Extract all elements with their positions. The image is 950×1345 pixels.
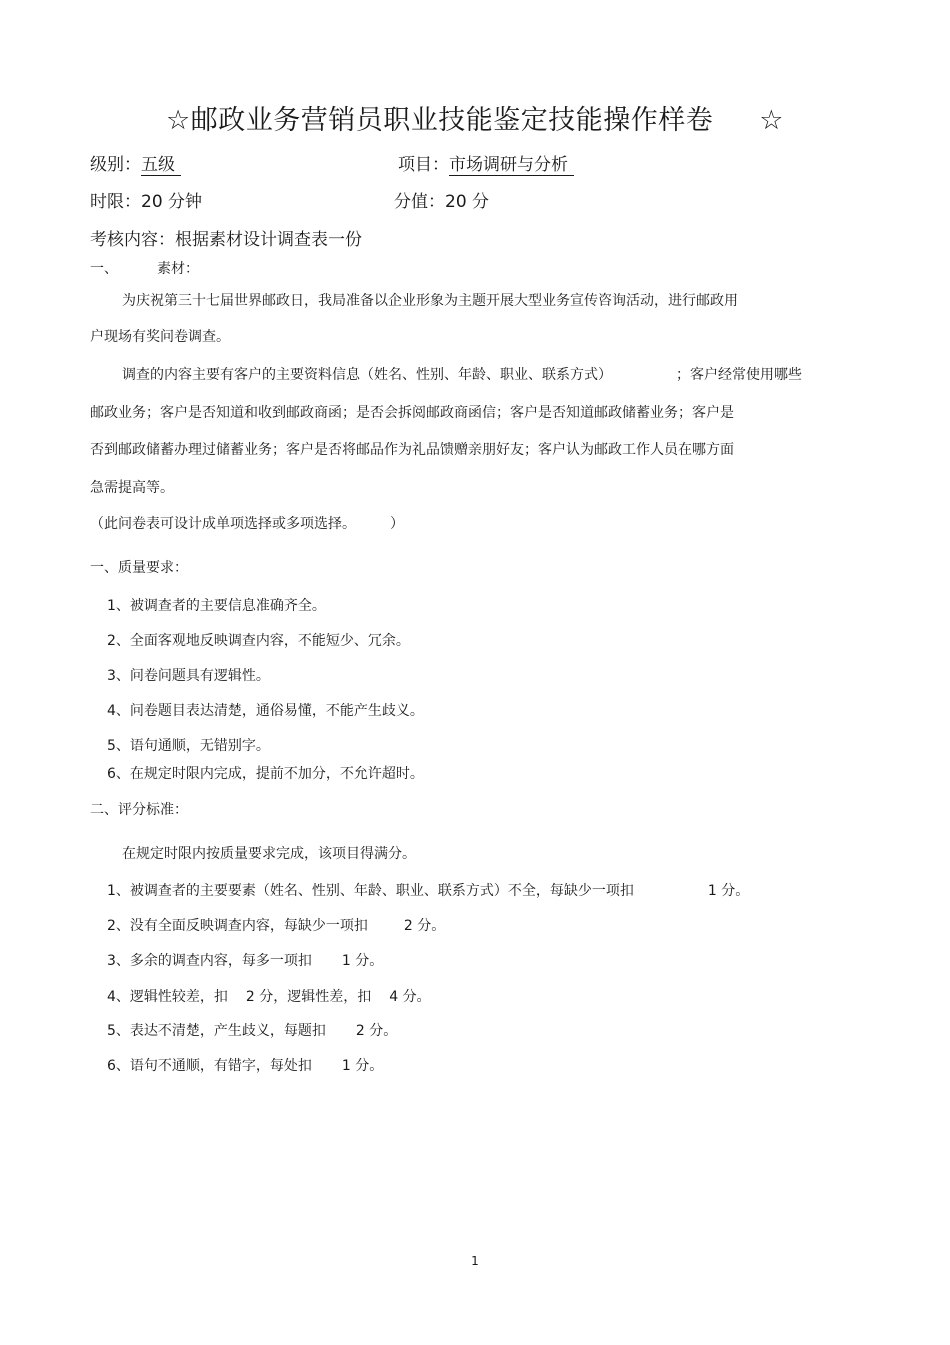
scoring-item-5-text: 5、表达不清楚，产生歧义，每题扣 [107,1023,326,1039]
scoring-item-5-points: 2 分。 [355,1023,398,1039]
content-field [90,225,362,250]
material-heading: 素材： [157,261,199,277]
scoring-item-4-points-b: 4 分。 [389,989,431,1005]
quality-heading: 一、质量要求： [90,560,188,576]
scoring-item-4 [107,986,431,1006]
star-icon: ☆ [759,105,784,136]
quality-item-3: 3、问卷问题具有逻辑性。 [107,668,270,684]
material-para2-line1 [122,364,802,384]
material-para2-line1b: ；客户经常使用哪些 [676,367,802,383]
project-label: 项目： [398,155,449,175]
quality-item-4: 4、问卷题目表达清楚，通俗易懂，不能产生歧义。 [107,703,424,719]
scoring-item-4-points-a: 2 分，逻辑性差，扣 [245,989,372,1005]
title-text: 邮政业务营销员职业技能鉴定技能操作样卷 [190,105,714,136]
material-note-a: （此问卷表可设计成单项选择或多项选择。 [90,516,356,532]
level-value: 五级 [141,155,181,176]
score-label: 分值： [394,192,445,212]
material-note-b: ） [390,516,404,532]
time-field [90,187,202,212]
project-value: 市场调研与分析 [449,155,574,176]
scoring-heading: 二、评分标准： [90,802,188,818]
scoring-item-2-points: 2 分。 [403,918,446,934]
score-field [394,187,489,212]
quality-item-5: 5、语句通顺，无错别字。 [107,738,270,754]
scoring-item-6-points: 1 分。 [341,1058,384,1074]
material-para1-line2: 户现场有奖问卷调查。 [90,329,230,345]
level-label: 级别： [90,155,141,175]
material-note [90,513,404,533]
scoring-item-2-text: 2、没有全面反映调查内容，每缺少一项扣 [107,918,368,934]
scoring-item-6-text: 6、语句不通顺，有错字，每处扣 [107,1058,312,1074]
scoring-intro: 在规定时限内按质量要求完成，该项目得满分。 [122,846,416,862]
page-number: 1 [471,1254,479,1268]
quality-item-2: 2、全面客观地反映调查内容，不能短少、冗余。 [107,633,410,649]
quality-item-6: 6、在规定时限内完成，提前不加分，不允许超时。 [107,766,424,782]
star-icon: ☆ [166,105,191,136]
material-para2-line2: 邮政业务；客户是否知道和收到邮政商函；是否会拆阅邮政商函信；客户是否知道邮政储蓄业务；客户是 [90,405,734,421]
level-field [90,150,181,175]
scoring-item-3 [107,950,383,970]
content-label: 考核内容： [90,230,175,250]
material-para2-line4: 急需提高等。 [90,480,174,496]
scoring-item-2 [107,915,445,935]
scoring-item-3-text: 3、多余的调查内容，每多一项扣 [107,953,312,969]
material-para2-line3: 否到邮政储蓄办理过储蓄业务；客户是否将邮品作为礼品馈赠亲朋好友；客户认为邮政工作人员在哪方面 [90,442,734,458]
scoring-item-3-points: 1 分。 [341,953,384,969]
scoring-item-4-text: 4、逻辑性较差，扣 [107,989,228,1005]
time-value: 20 分钟 [141,192,203,212]
time-label: 时限： [90,192,141,212]
scoring-item-1-points: 1 分。 [707,883,750,899]
material-heading-num: 一、 [90,261,118,277]
score-value: 20 分 [445,192,490,212]
material-para2-line1a: 调查的内容主要有客户的主要资料信息（姓名、性别、年龄、职业、联系方式） [122,367,612,383]
scoring-item-1-text: 1、被调查者的主要要素（姓名、性别、年龄、职业、联系方式）不全，每缺少一项扣 [107,883,634,899]
page-title [0,98,950,137]
scoring-item-6 [107,1055,383,1075]
scoring-item-5 [107,1020,397,1040]
scoring-item-1 [107,880,749,900]
project-field [398,150,574,175]
material-para1-line1: 为庆祝第三十七届世界邮政日，我局准备以企业形象为主题开展大型业务宣传咨询活动，进行邮政用 [122,293,738,309]
quality-item-1: 1、被调查者的主要信息准确齐全。 [107,598,326,614]
content-value: 根据素材设计调查表一份 [175,230,362,250]
